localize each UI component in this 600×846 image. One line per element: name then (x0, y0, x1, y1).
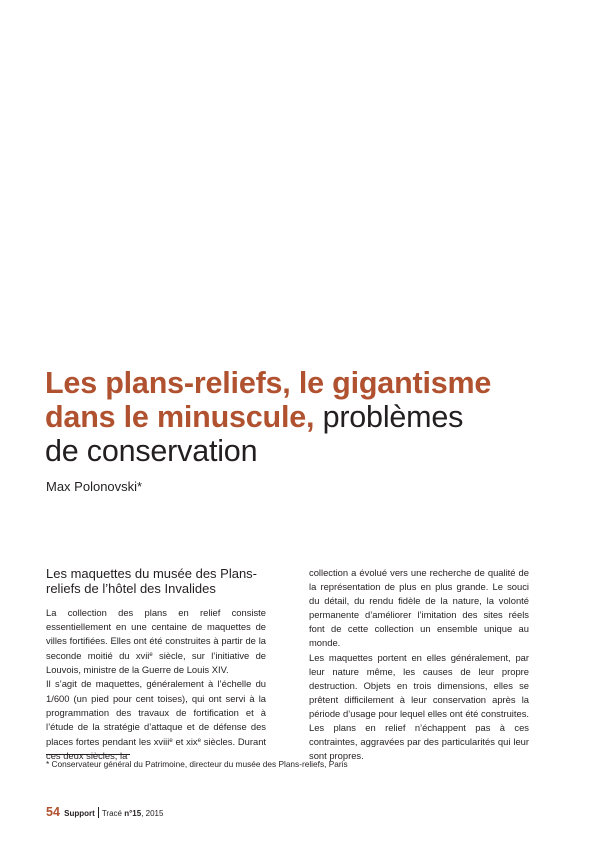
title-bold-line1: Les plans-reliefs, le gigantisme (45, 366, 492, 400)
body-paragraph-1 (46, 606, 266, 677)
section-heading: Les maquettes du musée des Plans-reliefs de l’hôtel des Invalides (46, 566, 258, 596)
century-sup: e (149, 652, 153, 659)
body-paragraph-4: Les maquettes portent en elles généralement, par leur nature même, les causes de leur propre destruction. Objets en trois dimensions, elles se prêtent difficilement à leur conservation après la période d’usage pour lequel elles ont été construites. Les plans en relief n’échappent pas à ces contraintes, aggravées par des particularités qui leur sont propres. (309, 651, 529, 762)
title-light-line2: problèmes (314, 400, 464, 434)
issue-number: n°15 (124, 809, 142, 818)
left-column (46, 566, 266, 763)
century-sup: e (169, 737, 173, 744)
body-paragraph-2 (46, 677, 266, 763)
footer-divider (98, 807, 99, 818)
issue-year: , 2015 (141, 809, 164, 818)
century-roman: xviii (153, 735, 170, 747)
article-title (45, 366, 565, 468)
issue-prefix: Tracé (101, 809, 122, 818)
century-xvii (136, 650, 153, 661)
page-number: 54 (46, 805, 60, 819)
p2-text-a: Il s’agit de maquettes, généralement à l’échelle du 1/600 (un pied pour cent toises), qui ont servi à la programmation des travaux de fortification et à l’étude de la stratégie d’attaque et de défense des places fortes pendant les (46, 678, 266, 747)
p2-text-b: siècles. Durant ces deux siècles, la (46, 735, 267, 761)
century-roman: xvii (135, 650, 150, 662)
title-bold-line2: dans le minuscule, (45, 400, 315, 434)
p1-text-b: siècle, sur l’initiative de Louvois, ministre de la Guerre de Louis XIV. (46, 650, 266, 676)
p1-text-a: La collection des plans en relief consiste essentiellement en une centaine de maquettes de villes fortifiées. Elles ont été construites à partir de la seconde moitié du (46, 607, 266, 662)
page-footer (46, 805, 163, 819)
century-roman: xix (186, 735, 198, 747)
footnote-rule (46, 754, 130, 755)
footnote: * Conservateur général du Patrimoine, directeur du musée des Plans-reliefs, Paris (46, 759, 348, 769)
century-sup: e (197, 737, 201, 744)
title-light-line3: de conservation (45, 434, 258, 468)
right-column (309, 566, 529, 763)
magazine-name: Support (64, 809, 95, 818)
p2-and: et (172, 735, 187, 747)
body-paragraph-3: collection a évolué vers une recherche de qualité de la représentation de plus en plus grande. Le souci du détail, du rendu fidèle de la nature, la volonté permanente d’améliorer l’imitation des sites réels font de cette collection un ensemble unique au monde. (309, 567, 529, 649)
author-name: Max Polonovski* (46, 479, 143, 494)
